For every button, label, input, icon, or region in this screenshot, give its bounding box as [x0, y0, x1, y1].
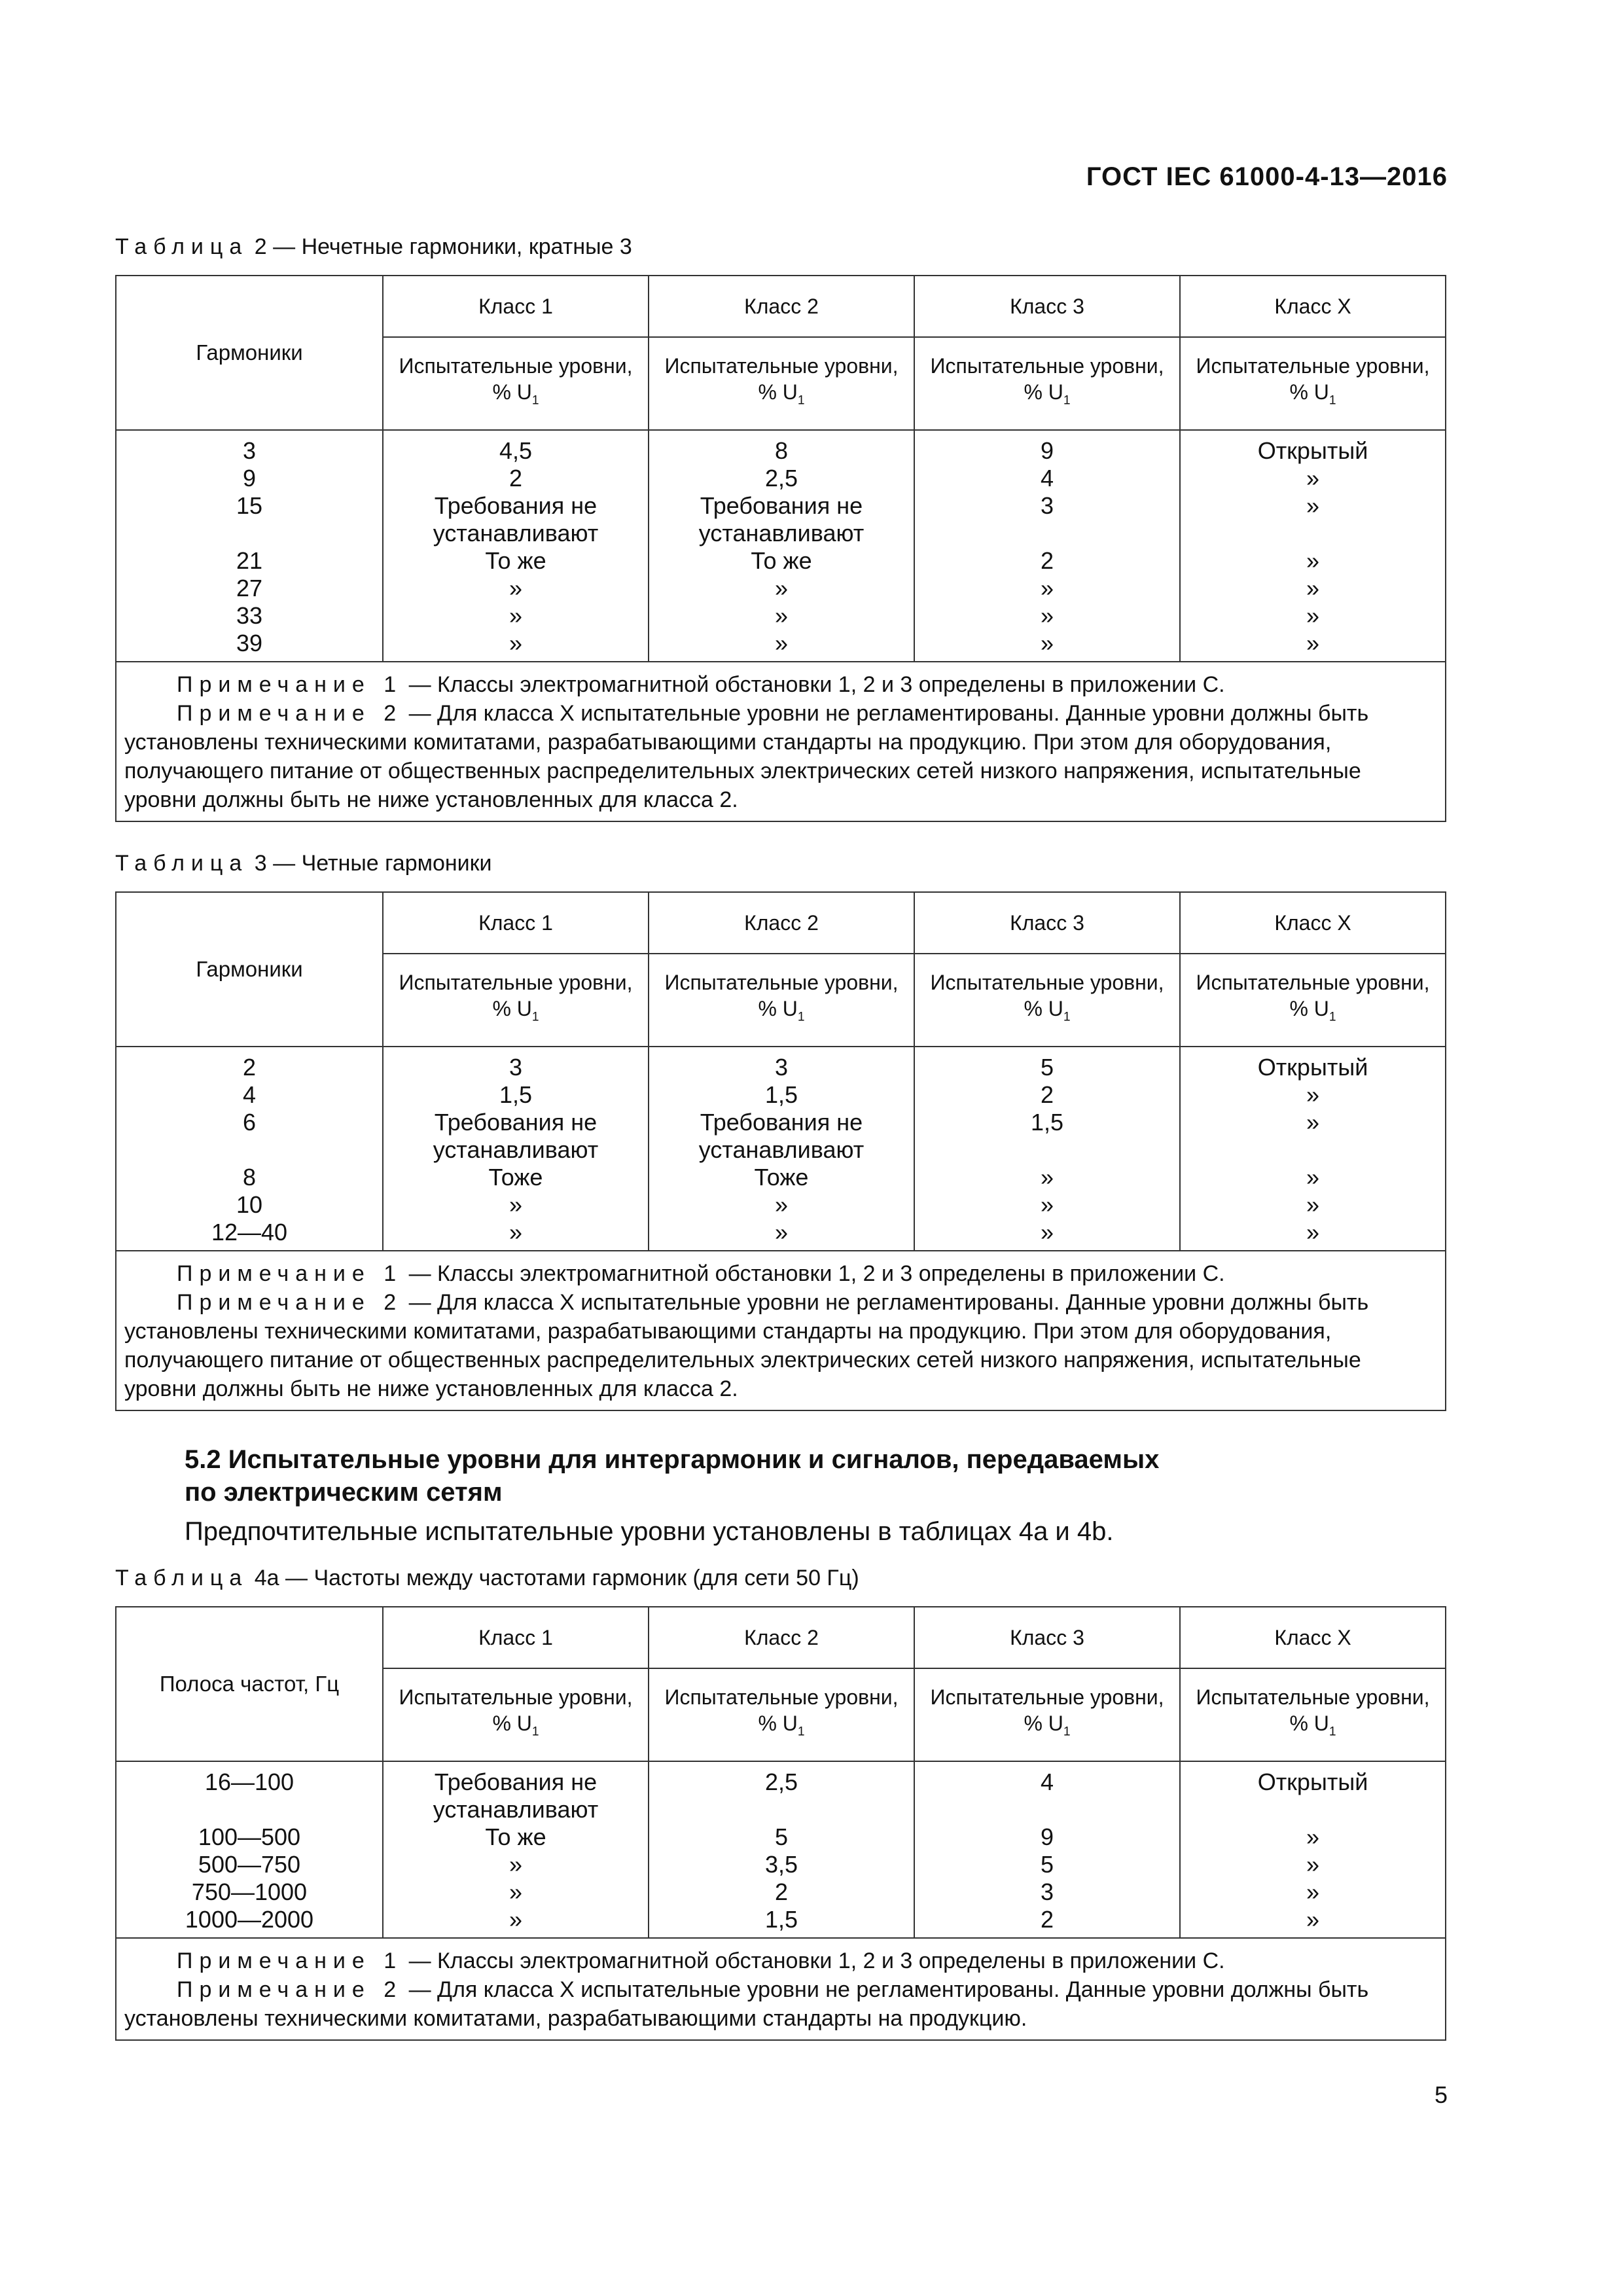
section-title-line: по электрическим сетям: [185, 1478, 503, 1507]
table-cell: »: [774, 602, 789, 629]
test-levels-header: Испытательные уровни, % $U_1$: [649, 337, 914, 430]
table-cell: 100—500: [198, 1823, 301, 1850]
table-cell: [1181, 520, 1445, 547]
table-cell: Требования не: [434, 1768, 597, 1795]
table-cell: 2: [242, 1054, 257, 1081]
table4a-caption: [115, 1566, 859, 1591]
table-cell: [116, 1136, 382, 1164]
table-cell: »: [508, 602, 523, 629]
table-cell: »: [1306, 1191, 1320, 1218]
table-cell: Требования не: [700, 492, 863, 519]
table-cell: 3,5: [764, 1851, 798, 1878]
table-cell: Открытый: [1257, 437, 1368, 464]
class-header: Класс 1: [383, 276, 649, 337]
class-header: Класс 3: [914, 276, 1180, 337]
section-title-line: 5.2 Испытательные уровни для интергармоник и сигналов, передаваемых: [185, 1445, 1160, 1474]
table-cell: 9: [242, 465, 257, 492]
table-cell: »: [1040, 602, 1054, 629]
row-label-column: [116, 1047, 383, 1251]
table-cell: Требования не: [434, 1109, 597, 1136]
table-cell: 1,5: [499, 1081, 533, 1108]
table-cell: [116, 520, 382, 547]
test-levels-header: Испытательные уровни, % $U_1$: [383, 1668, 649, 1761]
table-cell: »: [1040, 1191, 1054, 1218]
test-levels-header: Испытательные уровни, % $U_1$: [1180, 337, 1446, 430]
table-cell: »: [1306, 1081, 1320, 1108]
row-label-column: [116, 430, 383, 662]
table-cell: 1,5: [764, 1081, 798, 1108]
table-cell: То же: [485, 547, 546, 574]
table-notes: [116, 1938, 1446, 2040]
table-cell: 5: [774, 1823, 789, 1850]
class-header: Класс X: [1180, 276, 1446, 337]
table-cell: 1000—2000: [185, 1906, 314, 1933]
table-cell: 500—750: [198, 1851, 301, 1878]
section-paragraph: Предпочтительные испытательные уровни установлены в таблицах 4а и 4b.: [185, 1517, 1114, 1546]
class-value-column: [383, 1047, 649, 1251]
table-cell: устанавливают: [698, 1136, 865, 1163]
table-cell: Требования не: [700, 1109, 863, 1136]
table-body-row: [116, 1761, 1446, 1938]
table3-caption: [115, 851, 492, 876]
test-levels-header: Испытательные уровни, % $U_1$: [383, 337, 649, 430]
table-cell: 8: [774, 437, 789, 464]
table-cell: »: [1040, 1164, 1054, 1191]
column-header-harmonics: Гармоники: [116, 892, 383, 1047]
test-levels-header: Испытательные уровни, % $U_1$: [1180, 1668, 1446, 1761]
test-levels-header: Испытательные уровни, % $U_1$: [383, 954, 649, 1047]
class-header: Класс X: [1180, 892, 1446, 954]
class-value-column: [914, 1761, 1180, 1938]
table-cell: 27: [236, 575, 263, 601]
table-cell: 2: [774, 1878, 789, 1905]
table-body-row: [116, 430, 1446, 662]
table-cell: »: [774, 575, 789, 601]
class-header: Класс 2: [649, 1607, 914, 1668]
table-cell: 750—1000: [191, 1878, 308, 1905]
table-cell: Тоже: [754, 1164, 809, 1191]
note-1: Примечание 1 — Классы электромагнитной обстановки 1, 2 и 3 определены в приложении С.: [177, 1948, 1225, 1973]
table-cell: »: [508, 630, 523, 656]
table-cell: »: [774, 1219, 789, 1246]
table-notes: [116, 1251, 1446, 1410]
table-cell: »: [1306, 1164, 1320, 1191]
note-1: Примечание 1 — Классы электромагнитной обстановки 1, 2 и 3 определены в приложении С.: [177, 1261, 1225, 1286]
table-body-row: [116, 1047, 1446, 1251]
table-cell: 3: [1040, 1878, 1054, 1905]
table-cell: 5: [1040, 1851, 1054, 1878]
table-cell: 2: [508, 465, 523, 492]
table-cell: [1181, 1796, 1445, 1823]
test-levels-header: Испытательные уровни, % $U_1$: [914, 337, 1180, 430]
table-cell: »: [1306, 1878, 1320, 1905]
table-cell: 6: [242, 1109, 257, 1136]
table-cell: 4: [1040, 1768, 1054, 1795]
table-cell: 16—100: [204, 1768, 294, 1795]
table-notes: [116, 662, 1446, 821]
note-2: Примечание 2 — Для класса X испытательные уровни не регламентированы. Данные уровни должны быть установлены техническими комитатами, разрабатывающими стандарты на продукцию. При этом для оборудования, получающего питание от общественных распределительных электрических сетей низкого напряжения, испытательные уровни должны быть не ниже установленных для класса 2.: [124, 1290, 1369, 1401]
class-value-column: [649, 430, 914, 662]
table-cell: 2: [1040, 1906, 1054, 1933]
table-cell: »: [508, 575, 523, 601]
class-value-column: [383, 430, 649, 662]
table-cell: [915, 1136, 1179, 1164]
table-cell: 2,5: [764, 1768, 798, 1795]
class-value-column: [914, 430, 1180, 662]
table-cell: [915, 520, 1179, 547]
caption-title: 2 — Нечетные гармоники, кратные 3: [254, 234, 632, 259]
table-3: [115, 891, 1446, 1411]
row-label-column: [116, 1761, 383, 1938]
table-cell: 10: [236, 1191, 263, 1218]
table-cell: 1,5: [1030, 1109, 1064, 1136]
class-header: Класс 3: [914, 1607, 1180, 1668]
document-header: ГОСТ IEC 61000-4-13—2016: [1086, 162, 1448, 191]
table-cell: То же: [485, 1823, 546, 1850]
table-cell: 4,5: [499, 437, 533, 464]
test-levels-header: Испытательные уровни, % $U_1$: [914, 954, 1180, 1047]
table-cell: »: [774, 1191, 789, 1218]
table-cell: »: [1306, 602, 1320, 629]
table-cell: 39: [236, 630, 263, 656]
caption-title: 4а — Частоты между частотами гармоник (для сети 50 Гц): [254, 1566, 859, 1590]
table-cell: устанавливают: [698, 520, 865, 547]
table-cell: »: [1306, 1109, 1320, 1136]
table-cell: 3: [774, 1054, 789, 1081]
table-cell: »: [508, 1191, 523, 1218]
table-cell: »: [508, 1878, 523, 1905]
table-cell: Требования не: [434, 492, 597, 519]
table2-caption: [115, 234, 632, 260]
table-2: [115, 275, 1446, 822]
table-cell: [915, 1796, 1179, 1823]
class-header: Класс X: [1180, 1607, 1446, 1668]
table-cell: »: [1306, 630, 1320, 656]
class-value-column: [1180, 430, 1446, 662]
table-cell: »: [1306, 1219, 1320, 1246]
table-cell: [649, 1796, 914, 1823]
table-cell: »: [774, 630, 789, 656]
caption-title: 3 — Четные гармоники: [254, 851, 492, 876]
table-cell: 9: [1040, 1823, 1054, 1850]
caption-word: Таблица: [115, 234, 249, 259]
test-levels-header: Испытательные уровни, % $U_1$: [649, 954, 914, 1047]
note-2: Примечание 2 — Для класса X испытательные уровни не регламентированы. Данные уровни должны быть установлены техническими комитатами, разрабатывающими стандарты на продукцию.: [124, 1977, 1369, 2031]
table-cell: устанавливают: [433, 1136, 599, 1163]
table-cell: 4: [1040, 465, 1054, 492]
class-value-column: [649, 1047, 914, 1251]
table-cell: [116, 1796, 382, 1823]
caption-word: Таблица: [115, 851, 249, 876]
class-header: Класс 1: [383, 892, 649, 954]
table-cell: »: [1306, 492, 1320, 519]
table-cell: 15: [236, 492, 263, 519]
table-cell: »: [1306, 465, 1320, 492]
test-levels-header: Испытательные уровни, % $U_1$: [914, 1668, 1180, 1761]
table-cell: 3: [242, 437, 257, 464]
test-levels-header: Испытательные уровни, % $U_1$: [1180, 954, 1446, 1047]
class-value-column: [383, 1761, 649, 1938]
note-1: Примечание 1 — Классы электромагнитной обстановки 1, 2 и 3 определены в приложении С.: [177, 672, 1225, 697]
table-cell: 21: [236, 547, 263, 574]
test-levels-header: Испытательные уровни, % $U_1$: [649, 1668, 914, 1761]
table-cell: Открытый: [1257, 1768, 1368, 1795]
table-cell: 8: [242, 1164, 257, 1191]
table-cell: »: [1040, 575, 1054, 601]
table-cell: 1,5: [764, 1906, 798, 1933]
class-header: Класс 3: [914, 892, 1180, 954]
table-cell: Открытый: [1257, 1054, 1368, 1081]
table-cell: »: [508, 1851, 523, 1878]
table-cell: устанавливают: [433, 1796, 599, 1823]
table-cell: [1181, 1136, 1445, 1164]
table-4a: [115, 1606, 1446, 2041]
table-cell: 2: [1040, 1081, 1054, 1108]
class-value-column: [649, 1761, 914, 1938]
table-cell: 2: [1040, 547, 1054, 574]
table-cell: »: [1306, 575, 1320, 601]
table-cell: 33: [236, 602, 263, 629]
table-cell: »: [508, 1906, 523, 1933]
table-cell: 12—40: [211, 1219, 288, 1246]
table-cell: »: [1306, 1851, 1320, 1878]
table-cell: 4: [242, 1081, 257, 1108]
column-header-frequency-band: Полоса частот, Гц: [116, 1607, 383, 1761]
table-cell: »: [508, 1219, 523, 1246]
table-cell: »: [1306, 1906, 1320, 1933]
class-value-column: [1180, 1047, 1446, 1251]
table-cell: устанавливают: [433, 520, 599, 547]
class-header: Класс 2: [649, 276, 914, 337]
class-value-column: [914, 1047, 1180, 1251]
table-cell: 9: [1040, 437, 1054, 464]
table-cell: Тоже: [488, 1164, 543, 1191]
class-value-column: [1180, 1761, 1446, 1938]
note-2: Примечание 2 — Для класса X испытательные уровни не регламентированы. Данные уровни должны быть установлены техническими комитатами, разрабатывающими стандарты на продукцию. При этом для оборудования, получающего питание от общественных распределительных электрических сетей низкого напряжения, испытательные уровни должны быть не ниже установленных для класса 2.: [124, 701, 1369, 812]
table-cell: »: [1306, 547, 1320, 574]
table-cell: То же: [751, 547, 812, 574]
class-header: Класс 2: [649, 892, 914, 954]
table-cell: 3: [508, 1054, 523, 1081]
table-cell: »: [1306, 1823, 1320, 1850]
table-cell: »: [1040, 630, 1054, 656]
caption-word: Таблица: [115, 1566, 249, 1590]
section-title: [185, 1443, 1159, 1509]
table-cell: 2,5: [764, 465, 798, 492]
table-cell: 5: [1040, 1054, 1054, 1081]
table-cell: 3: [1040, 492, 1054, 519]
page-number: 5: [1434, 2081, 1448, 2108]
column-header-harmonics: Гармоники: [116, 276, 383, 430]
class-header: Класс 1: [383, 1607, 649, 1668]
table-cell: »: [1040, 1219, 1054, 1246]
